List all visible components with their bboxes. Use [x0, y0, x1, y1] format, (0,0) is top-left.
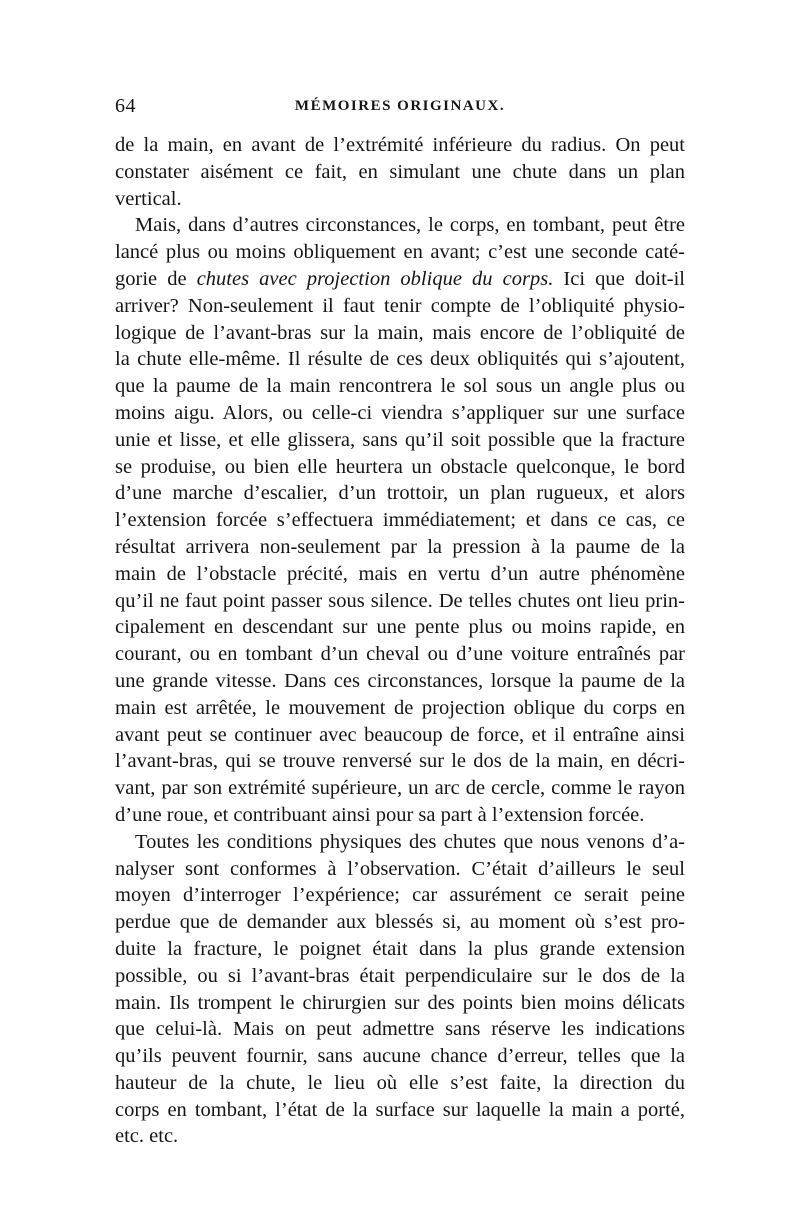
text-fragment: gorie de — [115, 267, 197, 290]
text-line: etc. etc. — [115, 1125, 179, 1148]
text-line: possible, ou si l’avant-bras était perpendiculaire sur le dos de la — [115, 964, 685, 987]
text-line: hauteur de la chute, le lieu où elle s’est faite, la direction du — [115, 1071, 685, 1094]
text-line: la chute elle-même. Il résulte de ces deux obliquités qui s’ajoutent, — [115, 348, 685, 371]
text-line-with-italic — [115, 266, 685, 293]
page-number: 64 — [115, 95, 136, 117]
text-line: que la paume de la main rencontrera le sol sous un angle plus ou — [115, 375, 685, 398]
running-header — [115, 95, 685, 121]
text-line: perdue que de demander aux blessés si, au moment où s’est pro- — [115, 911, 685, 934]
running-title: MÉMOIRES ORIGINAUX. — [294, 98, 506, 114]
text-line: arriver? Non-seulement il faut tenir compte de l’obliquité physio- — [115, 294, 685, 317]
text-line: duite la fracture, le poignet était dans la plus grande extension — [115, 937, 685, 960]
text-line: de la main, en avant de l’extrémité inférieure du radius. On peut — [115, 134, 685, 156]
text-line: courant, ou en tombant d’un cheval ou d’une voiture entraînés par — [115, 643, 685, 666]
text-line: logique de l’avant-bras sur la main, mais encore de l’obliquité de — [115, 321, 685, 344]
text-line: se produise, ou bien elle heurtera un obstacle quelconque, le bord — [115, 455, 685, 478]
text-line: Toutes les conditions physiques des chutes que nous venons d’a- — [135, 830, 685, 853]
italic-phrase: chutes avec projection oblique du corps. — [196, 267, 554, 290]
text-line: cipalement en descendant sur une pente plus ou moins rapide, en — [115, 616, 685, 639]
paragraph-1 — [115, 132, 685, 212]
text-line: avant peut se continuer avec beaucoup de force, et il entraîne ainsi — [115, 723, 685, 746]
text-line: main de l’obstacle précité, mais en vertu d’un autre phénomène — [115, 562, 685, 585]
text-line: nalyser sont conformes à l’observation. C’était d’ailleurs le seul — [115, 857, 685, 880]
text-line: vant, par son extrémité supérieure, un arc de cercle, comme le rayon — [115, 777, 685, 800]
text-line: lancé plus ou moins obliquement en avant; c’est une seconde caté- — [115, 241, 685, 264]
text-line: unie et lisse, et elle glissera, sans qu’il soit possible que la fracture — [115, 428, 685, 451]
paragraph-2 — [115, 212, 685, 828]
text-line: d’une roue, et contribuant ainsi pour sa part à l’extension forcée. — [115, 803, 645, 826]
text-line: corps en tombant, l’état de la surface sur laquelle la main a porté, — [115, 1098, 685, 1121]
text-line: l’extension forcée s’effectuera immédiatement; et dans ce cas, ce — [115, 509, 685, 532]
text-line: résultat arrivera non-seulement par la pression à la paume de la — [115, 535, 685, 558]
text-line: qu’il ne faut point passer sous silence. De telles chutes ont lieu prin- — [115, 589, 685, 612]
text-line: l’avant-bras, qui se trouve renversé sur le dos de la main, en décri- — [115, 750, 685, 773]
text-fragment: Ici que doit-il — [553, 267, 685, 290]
text-line: constater aisément ce fait, en simulant une chute dans un plan — [115, 160, 685, 183]
paragraph-3 — [115, 829, 685, 1151]
text-line: moins aigu. Alors, ou celle-ci viendra s’appliquer sur une surface — [115, 401, 685, 424]
text-line: que celui-là. Mais on peut admettre sans réserve les indications — [115, 1018, 685, 1041]
body-text — [115, 132, 685, 1150]
text-line: vertical. — [115, 187, 182, 210]
text-line: main est arrêtée, le mouvement de projection oblique du corps en — [115, 696, 685, 719]
text-line: une grande vitesse. Dans ces circonstances, lorsque la paume de la — [115, 669, 685, 692]
text-line: main. Ils trompent le chirurgien sur des points bien moins délicats — [115, 991, 685, 1014]
text-line: Mais, dans d’autres circonstances, le corps, en tombant, peut être — [135, 214, 685, 237]
text-line: moyen d’interroger l’expérience; car assurément ce serait peine — [115, 884, 685, 907]
text-line: qu’ils peuvent fournir, sans aucune chance d’erreur, telles que la — [115, 1045, 685, 1068]
text-line: d’une marche d’escalier, d’un trottoir, un plan rugueux, et alors — [115, 482, 685, 505]
